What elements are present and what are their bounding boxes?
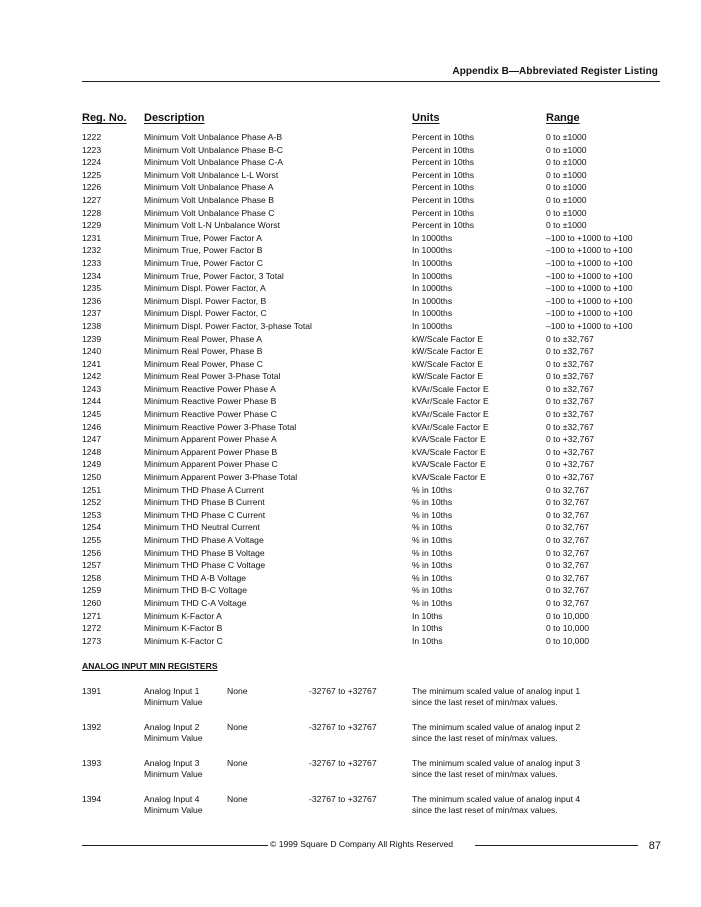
- range-cell: 0 to 32,767: [546, 560, 590, 571]
- units-cell: Percent in 10ths: [412, 169, 475, 180]
- table-row: [0, 370, 701, 383]
- table-row: [0, 295, 701, 308]
- description-cell-line2: Minimum Value: [144, 733, 203, 743]
- reg-cell: 1253: [82, 509, 102, 520]
- reg-cell: 1392: [82, 722, 102, 732]
- units-cell: None: [227, 722, 248, 732]
- units-cell: kVAr/Scale Factor E: [412, 383, 489, 394]
- range-cell: 0 to ±32,767: [546, 421, 594, 432]
- range-cell: 0 to +32,767: [546, 446, 595, 457]
- table-row: [0, 282, 701, 295]
- range-cell: 0 to 32,767: [546, 585, 590, 596]
- reg-cell: 1222: [82, 132, 102, 142]
- col-head-description: Description: [144, 112, 205, 124]
- units-cell: Percent in 10ths: [412, 220, 475, 231]
- description-cell: Minimum True, Power Factor B: [144, 245, 263, 256]
- table-row: [0, 584, 701, 597]
- units-cell: % in 10ths: [412, 535, 453, 545]
- description-cell: Minimum Apparent Power 3-Phase Total: [144, 472, 298, 483]
- analog-section-heading: ANALOG INPUT MIN REGISTERS: [82, 661, 218, 671]
- units-cell: kW/Scale Factor E: [412, 358, 484, 369]
- units-cell: Percent in 10ths: [412, 144, 475, 155]
- reg-cell: 1393: [82, 758, 102, 768]
- description-cell: Minimum THD Phase A Voltage: [144, 535, 264, 545]
- range-cell: -32767 to +32767: [309, 686, 377, 696]
- units-cell: In 1000ths: [412, 308, 453, 319]
- range-cell: 0 to ±32,767: [546, 358, 594, 369]
- range-cell: 0 to ±1000: [546, 132, 587, 142]
- range-cell: 0 to ±1000: [546, 220, 587, 231]
- range-cell: 0 to 32,767: [546, 535, 590, 545]
- reg-cell: 1255: [82, 535, 102, 545]
- range-cell: 0 to 10,000: [546, 623, 590, 634]
- range-cell: 0 to ±1000: [546, 194, 587, 205]
- table-row: [0, 534, 701, 547]
- table-row: [0, 320, 701, 333]
- table-row: [0, 194, 701, 207]
- description-cell: Minimum Displ. Power Factor, C: [144, 308, 267, 319]
- description-cell: Minimum Volt Unbalance Phase C: [144, 207, 275, 218]
- reg-cell: 1254: [82, 522, 102, 533]
- units-cell: Percent in 10ths: [412, 157, 475, 168]
- table-row: [0, 597, 701, 610]
- description-cell: Minimum True, Power Factor C: [144, 257, 263, 268]
- reg-cell: 1246: [82, 421, 102, 432]
- description-cell: Minimum THD Phase C Current: [144, 509, 266, 520]
- table-row: [0, 181, 701, 194]
- table-row: [0, 622, 701, 635]
- units-cell: Percent in 10ths: [412, 182, 475, 193]
- description-cell: Minimum K-Factor C: [144, 635, 223, 646]
- reg-cell: 1248: [82, 446, 102, 457]
- register-table: [0, 131, 701, 647]
- range-cell: –100 to +1000 to +100: [546, 283, 633, 294]
- table-row: [0, 307, 701, 320]
- analog-row: [0, 758, 701, 794]
- reg-cell: 1249: [82, 459, 102, 470]
- range-cell: 0 to ±1000: [546, 157, 587, 168]
- range-cell: 0 to ±1000: [546, 182, 587, 193]
- table-row: [0, 358, 701, 371]
- description-cell: Minimum Volt Unbalance Phase A-B: [144, 132, 283, 142]
- table-row: [0, 169, 701, 182]
- description-cell: Minimum Reactive Power Phase C: [144, 409, 277, 420]
- range-cell: 0 to 32,767: [546, 547, 590, 558]
- reg-cell: 1240: [82, 346, 102, 357]
- units-cell: Percent in 10ths: [412, 132, 475, 142]
- reg-cell: 1391: [82, 686, 102, 696]
- notes-cell: The minimum scaled value of analog input 1: [412, 686, 581, 696]
- table-row: [0, 521, 701, 534]
- description-cell: Minimum True, Power Factor A: [144, 232, 262, 243]
- reg-cell: 1272: [82, 623, 102, 634]
- description-cell-line2: Minimum Value: [144, 769, 203, 779]
- description-cell: Minimum THD Phase C Voltage: [144, 560, 266, 571]
- units-cell: kVA/Scale Factor E: [412, 446, 486, 457]
- reg-cell: 1243: [82, 383, 102, 394]
- reg-cell: 1238: [82, 320, 102, 331]
- table-row: [0, 383, 701, 396]
- reg-cell: 1226: [82, 182, 102, 193]
- table-row: [0, 421, 701, 434]
- description-cell: Minimum Volt L-N Unbalance Worst: [144, 220, 280, 231]
- range-cell: 0 to ±32,767: [546, 396, 594, 407]
- units-cell: Percent in 10ths: [412, 194, 475, 205]
- reg-cell: 1228: [82, 207, 102, 218]
- table-row: [0, 433, 701, 446]
- footer-copyright: © 1999 Square D Company All Rights Reserved: [270, 839, 454, 849]
- range-cell: 0 to ±32,767: [546, 333, 594, 344]
- description-cell-line2: Minimum Value: [144, 805, 203, 815]
- reg-cell: 1257: [82, 560, 102, 571]
- units-cell: % in 10ths: [412, 484, 453, 495]
- notes-cell: The minimum scaled value of analog input 2: [412, 722, 581, 732]
- units-cell: In 1000ths: [412, 270, 453, 281]
- description-cell: Minimum THD A-B Voltage: [144, 572, 247, 583]
- units-cell: In 10ths: [412, 623, 443, 634]
- analog-register-table: [0, 686, 701, 830]
- description-cell: Minimum THD C-A Voltage: [144, 597, 247, 608]
- reg-cell: 1252: [82, 497, 102, 508]
- description-cell: Analog Input 4: [144, 794, 200, 804]
- units-cell: kW/Scale Factor E: [412, 333, 484, 344]
- footer-rule-right: [475, 845, 638, 846]
- range-cell: 0 to 32,767: [546, 497, 590, 508]
- reg-cell: 1260: [82, 597, 102, 608]
- reg-cell: 1247: [82, 434, 102, 445]
- range-cell: –100 to +1000 to +100: [546, 320, 633, 331]
- table-row: [0, 219, 701, 232]
- footer-rule-left: [82, 845, 268, 846]
- description-cell: Minimum Apparent Power Phase A: [144, 434, 277, 445]
- table-row: [0, 559, 701, 572]
- reg-cell: 1232: [82, 245, 102, 256]
- table-row: [0, 458, 701, 471]
- units-cell: kVA/Scale Factor E: [412, 459, 486, 470]
- description-cell: Analog Input 1: [144, 686, 200, 696]
- reg-cell: 1223: [82, 144, 102, 155]
- description-cell: Analog Input 2: [144, 722, 200, 732]
- description-cell: Minimum Reactive Power Phase B: [144, 396, 277, 407]
- reg-cell: 1250: [82, 472, 102, 483]
- table-row: [0, 156, 701, 169]
- range-cell: 0 to 32,767: [546, 597, 590, 608]
- reg-cell: 1256: [82, 547, 102, 558]
- reg-cell: 1237: [82, 308, 102, 319]
- units-cell: % in 10ths: [412, 547, 453, 558]
- units-cell: In 10ths: [412, 635, 443, 646]
- notes-cell-line2: since the last reset of min/max values.: [412, 697, 558, 707]
- units-cell: % in 10ths: [412, 560, 453, 571]
- units-cell: In 1000ths: [412, 295, 453, 306]
- units-cell: kW/Scale Factor E: [412, 371, 484, 382]
- table-row: [0, 345, 701, 358]
- table-row: [0, 509, 701, 522]
- reg-cell: 1224: [82, 157, 102, 168]
- units-cell: None: [227, 794, 248, 804]
- table-row: [0, 144, 701, 157]
- range-cell: 0 to ±32,767: [546, 409, 594, 420]
- analog-row: [0, 794, 701, 830]
- units-cell: In 1000ths: [412, 283, 453, 294]
- notes-cell-line2: since the last reset of min/max values.: [412, 733, 558, 743]
- page-number: 87: [648, 840, 661, 852]
- description-cell: Minimum Displ. Power Factor, A: [144, 283, 266, 294]
- reg-cell: 1259: [82, 585, 102, 596]
- table-row: [0, 257, 701, 270]
- reg-cell: 1235: [82, 283, 102, 294]
- units-cell: In 1000ths: [412, 245, 453, 256]
- notes-cell-line2: since the last reset of min/max values.: [412, 769, 558, 779]
- table-row: [0, 395, 701, 408]
- units-cell: In 1000ths: [412, 232, 453, 243]
- table-row: [0, 333, 701, 346]
- description-cell: Minimum Reactive Power Phase A: [144, 383, 276, 394]
- range-cell: 0 to ±1000: [546, 207, 587, 218]
- reg-cell: 1241: [82, 358, 102, 369]
- units-cell: kVAr/Scale Factor E: [412, 409, 489, 420]
- description-cell: Minimum True, Power Factor, 3 Total: [144, 270, 284, 281]
- table-row: [0, 270, 701, 283]
- table-row: [0, 232, 701, 245]
- header-rule: [82, 81, 660, 82]
- table-row: [0, 610, 701, 623]
- description-cell: Minimum Volt Unbalance Phase A: [144, 182, 274, 193]
- reg-cell: 1244: [82, 396, 102, 407]
- units-cell: % in 10ths: [412, 585, 453, 596]
- range-cell: 0 to ±32,767: [546, 371, 594, 382]
- range-cell: 0 to 32,767: [546, 484, 590, 495]
- notes-cell: The minimum scaled value of analog input 4: [412, 794, 581, 804]
- units-cell: kVAr/Scale Factor E: [412, 396, 489, 407]
- description-cell: Minimum Real Power, Phase C: [144, 358, 263, 369]
- units-cell: % in 10ths: [412, 572, 453, 583]
- units-cell: % in 10ths: [412, 522, 453, 533]
- table-row: [0, 408, 701, 421]
- analog-row: [0, 722, 701, 758]
- notes-cell: The minimum scaled value of analog input 3: [412, 758, 581, 768]
- units-cell: % in 10ths: [412, 597, 453, 608]
- description-cell: Minimum Displ. Power Factor, 3-phase Total: [144, 320, 312, 331]
- units-cell: kVA/Scale Factor E: [412, 472, 486, 483]
- reg-cell: 1239: [82, 333, 102, 344]
- description-cell: Minimum Real Power, Phase A: [144, 333, 262, 344]
- description-cell: Minimum THD Phase B Voltage: [144, 547, 265, 558]
- range-cell: 0 to ±32,767: [546, 346, 594, 357]
- range-cell: –100 to +1000 to +100: [546, 245, 633, 256]
- reg-cell: 1234: [82, 270, 102, 281]
- range-cell: –100 to +1000 to +100: [546, 232, 633, 243]
- units-cell: Percent in 10ths: [412, 207, 475, 218]
- range-cell: -32767 to +32767: [309, 722, 377, 732]
- reg-cell: 1258: [82, 572, 102, 583]
- units-cell: In 1000ths: [412, 257, 453, 268]
- range-cell: -32767 to +32767: [309, 758, 377, 768]
- reg-cell: 1251: [82, 484, 102, 495]
- table-row: [0, 572, 701, 585]
- units-cell: In 1000ths: [412, 320, 453, 331]
- description-cell-line2: Minimum Value: [144, 697, 203, 707]
- reg-cell: 1231: [82, 232, 102, 243]
- table-row: [0, 131, 701, 144]
- range-cell: –100 to +1000 to +100: [546, 257, 633, 268]
- range-cell: 0 to +32,767: [546, 434, 595, 445]
- reg-cell: 1233: [82, 257, 102, 268]
- description-cell: Minimum Reactive Power 3-Phase Total: [144, 421, 297, 432]
- table-row: [0, 496, 701, 509]
- reg-cell: 1242: [82, 371, 102, 382]
- notes-cell-line2: since the last reset of min/max values.: [412, 805, 558, 815]
- reg-cell: 1273: [82, 635, 102, 646]
- range-cell: -32767 to +32767: [309, 794, 377, 804]
- description-cell: Minimum Apparent Power Phase B: [144, 446, 278, 457]
- units-cell: % in 10ths: [412, 509, 453, 520]
- description-cell: Minimum Volt Unbalance L-L Worst: [144, 169, 279, 180]
- page-header-title: Appendix B—Abbreviated Register Listing: [452, 66, 658, 77]
- reg-cell: 1225: [82, 169, 102, 180]
- col-head-units: Units: [412, 112, 440, 124]
- table-row: [0, 547, 701, 560]
- units-cell: kW/Scale Factor E: [412, 346, 484, 357]
- description-cell: Minimum Real Power, Phase B: [144, 346, 263, 357]
- units-cell: In 10ths: [412, 610, 443, 621]
- units-cell: kVAr/Scale Factor E: [412, 421, 489, 432]
- range-cell: 0 to +32,767: [546, 459, 595, 470]
- description-cell: Minimum THD Phase A Current: [144, 484, 264, 495]
- description-cell: Minimum K-Factor B: [144, 623, 223, 634]
- description-cell: Analog Input 3: [144, 758, 200, 768]
- reg-cell: 1227: [82, 194, 102, 205]
- description-cell: Minimum Apparent Power Phase C: [144, 459, 278, 470]
- description-cell: Minimum THD Phase B Current: [144, 497, 265, 508]
- table-row: [0, 244, 701, 257]
- reg-cell: 1394: [82, 794, 102, 804]
- description-cell: Minimum THD B-C Voltage: [144, 585, 247, 596]
- units-cell: None: [227, 686, 248, 696]
- description-cell: Minimum Displ. Power Factor, B: [144, 295, 267, 306]
- reg-cell: 1229: [82, 220, 102, 231]
- description-cell: Minimum THD Neutral Current: [144, 522, 260, 533]
- col-head-reg: Reg. No.: [82, 112, 127, 124]
- range-cell: 0 to +32,767: [546, 472, 595, 483]
- range-cell: 0 to 32,767: [546, 522, 590, 533]
- range-cell: –100 to +1000 to +100: [546, 270, 633, 281]
- range-cell: 0 to ±1000: [546, 169, 587, 180]
- range-cell: 0 to 10,000: [546, 610, 590, 621]
- range-cell: 0 to 10,000: [546, 635, 590, 646]
- description-cell: Minimum Volt Unbalance Phase C-A: [144, 157, 283, 168]
- units-cell: None: [227, 758, 248, 768]
- units-cell: % in 10ths: [412, 497, 453, 508]
- description-cell: Minimum K-Factor A: [144, 610, 222, 621]
- reg-cell: 1236: [82, 295, 102, 306]
- analog-row: [0, 686, 701, 722]
- col-head-range: Range: [546, 112, 580, 124]
- reg-cell: 1245: [82, 409, 102, 420]
- column-headers: [0, 112, 701, 126]
- range-cell: –100 to +1000 to +100: [546, 295, 633, 306]
- description-cell: Minimum Real Power 3-Phase Total: [144, 371, 281, 382]
- reg-cell: 1271: [82, 610, 102, 621]
- table-row: [0, 207, 701, 220]
- range-cell: 0 to 32,767: [546, 572, 590, 583]
- range-cell: 0 to ±32,767: [546, 383, 594, 394]
- description-cell: Minimum Volt Unbalance Phase B-C: [144, 144, 283, 155]
- table-row: [0, 635, 701, 648]
- range-cell: 0 to 32,767: [546, 509, 590, 520]
- table-row: [0, 471, 701, 484]
- units-cell: kVA/Scale Factor E: [412, 434, 486, 445]
- table-row: [0, 446, 701, 459]
- table-row: [0, 484, 701, 497]
- range-cell: 0 to ±1000: [546, 144, 587, 155]
- description-cell: Minimum Volt Unbalance Phase B: [144, 194, 274, 205]
- range-cell: –100 to +1000 to +100: [546, 308, 633, 319]
